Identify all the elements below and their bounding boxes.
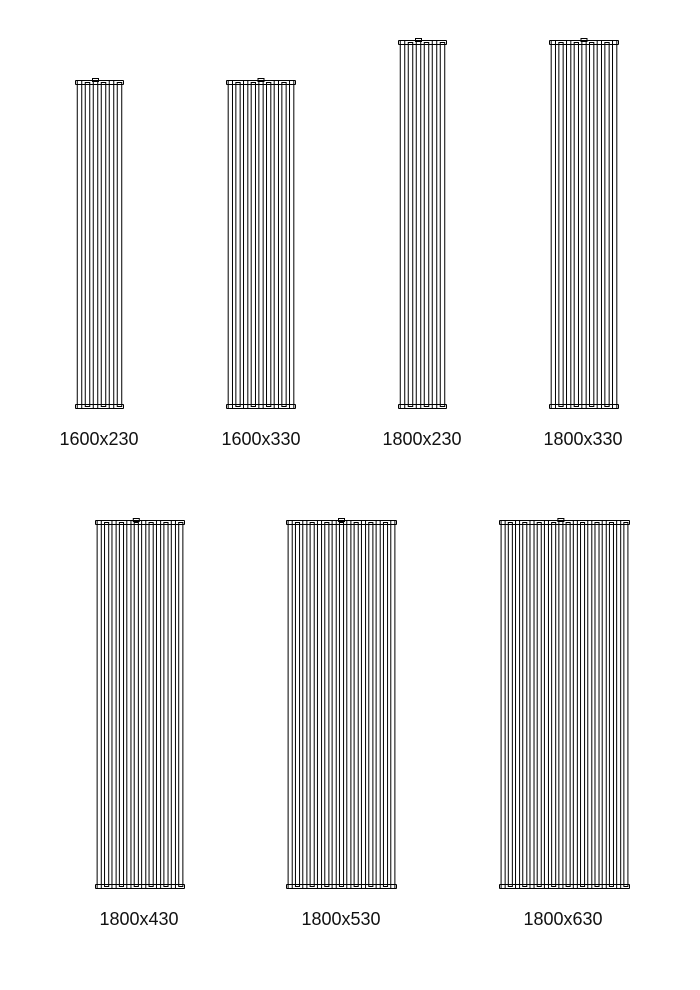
radiator-tube — [391, 521, 395, 889]
radiator-tube — [112, 521, 116, 889]
radiator-tube — [432, 41, 436, 409]
radiator-tube — [408, 43, 412, 407]
radiator-tube — [501, 521, 505, 889]
radiator-tube — [303, 521, 307, 889]
radiator-tube — [339, 523, 343, 887]
radiator-1800x330 — [550, 39, 619, 409]
radiator-tube — [559, 521, 563, 889]
radiator-1800x630 — [500, 519, 630, 889]
radiator-tube — [595, 523, 599, 887]
radiator-tube — [354, 523, 358, 887]
radiator-tube — [537, 523, 541, 887]
radiator-tube — [552, 523, 556, 887]
radiator-tube — [310, 523, 314, 887]
radiator-tube — [567, 41, 571, 409]
radiator-tube — [609, 523, 613, 887]
radiator-tube — [573, 521, 577, 889]
radiator-tube — [119, 523, 123, 887]
radiator-tube — [127, 521, 131, 889]
radiator-tube — [376, 521, 380, 889]
radiator-tube — [400, 41, 404, 409]
radiator-tube — [581, 523, 585, 887]
radiator-1800x430 — [96, 519, 185, 889]
radiator-tube — [251, 83, 255, 407]
radiator-tube — [325, 523, 329, 887]
radiator-tube — [259, 81, 263, 409]
radiator-tube — [93, 81, 97, 409]
radiator-tube — [332, 521, 336, 889]
radiator-tube — [179, 523, 183, 887]
radiator-tube — [109, 81, 113, 409]
radiator-1600x330 — [227, 79, 296, 409]
radiator-tube — [588, 521, 592, 889]
radiator-tube — [530, 521, 534, 889]
radiator-tube — [317, 521, 321, 889]
radiator-1800x230 — [399, 39, 447, 409]
radiator-tube — [617, 521, 621, 889]
radiator-1600x230 — [76, 79, 124, 409]
radiator-tube — [228, 81, 232, 409]
radiator-tube — [602, 521, 606, 889]
caption-1600x230: 1600x230 — [59, 429, 139, 449]
radiator-tube — [149, 523, 153, 887]
radiator-tube — [605, 43, 609, 407]
radiator-tube — [274, 81, 278, 409]
radiator-tube — [559, 43, 563, 407]
radiator-tube — [551, 41, 555, 409]
radiator-tube — [347, 521, 351, 889]
radiator-tube — [424, 43, 428, 407]
radiator-tube — [267, 83, 271, 407]
radiator-tube — [101, 83, 105, 407]
radiator-tube — [134, 523, 138, 887]
caption-1600x330: 1600x330 — [221, 429, 301, 449]
radiator-tube — [416, 41, 420, 409]
radiator-tube — [440, 43, 444, 407]
radiator-tube — [590, 43, 594, 407]
radiator-tube — [156, 521, 160, 889]
radiator-tube — [597, 41, 601, 409]
radiator-tube — [77, 81, 81, 409]
radiator-tube — [97, 521, 101, 889]
radiator-1800x530 — [287, 519, 397, 889]
caption-1800x430: 1800x430 — [99, 909, 179, 929]
radiator-tube — [164, 523, 168, 887]
caption-1800x330: 1800x330 — [543, 429, 623, 449]
radiator-tube — [508, 523, 512, 887]
caption-1800x630: 1800x630 — [523, 909, 603, 929]
radiator-tube — [544, 521, 548, 889]
radiator-tube — [288, 521, 292, 889]
radiator-tube — [523, 523, 527, 887]
radiator-tube — [516, 521, 520, 889]
radiator-tube — [85, 83, 89, 407]
radiator-tube — [574, 43, 578, 407]
radiator-tube — [105, 523, 109, 887]
radiator-tube — [171, 521, 175, 889]
radiator-tube — [369, 523, 373, 887]
radiator-tube — [236, 83, 240, 407]
radiator-tube — [566, 523, 570, 887]
caption-1800x230: 1800x230 — [382, 429, 462, 449]
radiator-tube — [290, 81, 294, 409]
radiator-tube — [613, 41, 617, 409]
radiator-tube — [361, 521, 365, 889]
radiator-tube — [582, 41, 586, 409]
radiator-tube — [282, 83, 286, 407]
radiator-tube — [295, 523, 299, 887]
caption-1800x530: 1800x530 — [301, 909, 381, 929]
radiator-tube — [117, 83, 121, 407]
radiator-tube — [624, 523, 628, 887]
radiator-tube — [244, 81, 248, 409]
radiator-tube — [383, 523, 387, 887]
radiator-tube — [142, 521, 146, 889]
